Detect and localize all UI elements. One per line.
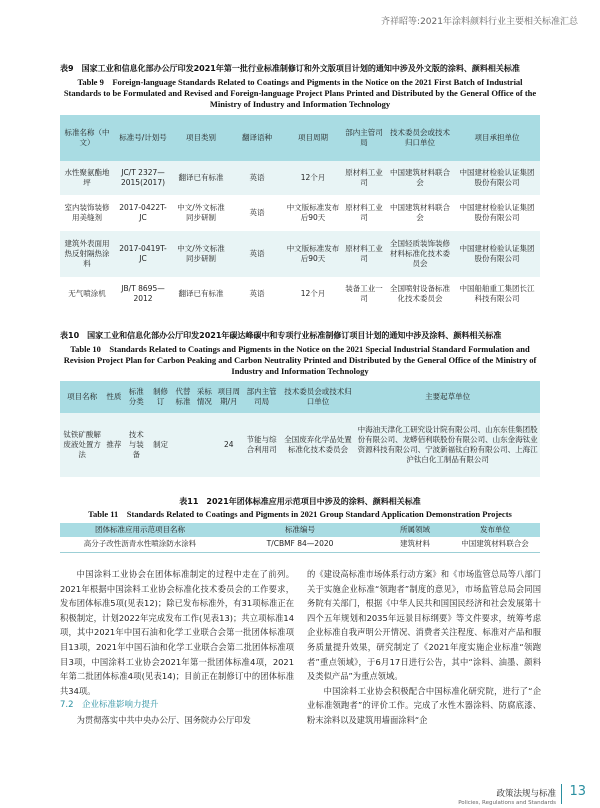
table10-caption-zh: 表10 国家工业和信息化部办公厅印发2021年碳达峰碳中和专项行业标准制修订项目计划的通知中涉及涂料、颜料相关标准 bbox=[60, 331, 502, 340]
table-cell: 中国建材检验认证集团股份有限公司 bbox=[454, 161, 540, 195]
table9-caption-zh: 表9 国家工业和信息化部办公厅印发2021年第一批行业标准制修订和外文版项目计划的通知中涉及外文版的涂料、颜料相关标准 bbox=[60, 64, 520, 73]
body-right-column bbox=[307, 567, 541, 728]
body-paragraph: 为贯彻落实中共中央办公厅、国务院办公厅印发 bbox=[76, 714, 251, 725]
table-cell: 12个月 bbox=[284, 277, 342, 311]
table-cell: 中国建材检验认证集团股份有限公司 bbox=[454, 231, 540, 277]
table-cell: 中国船舶重工集团长江科技有限公司 bbox=[454, 277, 540, 311]
table-cell: 制定 bbox=[149, 413, 172, 477]
body-paragraph: 中国涂料工业协会在团体标准制定的过程中走在了前列。2021年根据中国涂料工业协会标准化技术委员会的工作要求，发布团体标准5项(见表12)；除已发布标准外，有31项标准正在积极制定，计划2022年完成发布工作(见表13)；共立项标准14项，其中2021年中国石油和化学工业联合会第一批团体标准项目13项，2021年中国石油和化学工业联合会第二批团体标准项目3项，中国涂料工业协会2021年第一批团体标准4项，2021年第二批团体标准4项(见表14)；目前正在制修订中的团体标准共34项。 bbox=[60, 569, 294, 696]
table-cell: 建筑外表面用热反射隔热涂料 bbox=[60, 231, 114, 277]
table-cell: 高分子改性沥青水性喷涂防水涂料 bbox=[60, 537, 220, 552]
footer-section-label bbox=[458, 787, 556, 806]
footer-title-en: Policies, Regulations and Standards bbox=[458, 800, 556, 806]
table9-header-cell: 部内主管司局 bbox=[342, 115, 386, 161]
table-cell: JB/T 8695—2012 bbox=[114, 277, 172, 311]
body-paragraph: 的《建设高标准市场体系行动方案》和《市场监管总局等八部门关于实施企业标准“领跑者”制度的意见》，市场监管总局会同国务院有关部门，根据《中华人民共和国国民经济和社会发展第十四个五年规划和2035年远景目标纲要》等文件要求，统筹考虑企业标准自我声明公开情况、消费者关注程度、标准对产品和服务质量提升效果，研究制定了《2021年度实施企业标准“领跑者”重点领域》，于6月17日进行公告，其中“涂料、油墨、颜料及类似产品”为重点领域。 bbox=[307, 569, 541, 682]
table-cell: 技术与装备 bbox=[124, 413, 149, 477]
table-cell: 英语 bbox=[230, 195, 284, 231]
table11 bbox=[60, 523, 540, 553]
table-row bbox=[60, 277, 540, 311]
running-header: 齐祥昭等:2021年涂料颜料行业主要相关标准汇总 bbox=[381, 17, 578, 27]
table10-caption-en: Table 10 Standards Related to Coatings and Pigments in the Notice on the 2021 Special Industrial Standard Formulation and Revision Project Plan for Carbon Peaking and Carbon Neutrality Printed and Distributed by the General Office of the Ministry of Industry and Information Technology bbox=[63, 344, 537, 376]
table9-caption-en: Table 9 Foreign-language Standards Related to Coatings and Pigments in the Notice on the 2021 First Batch of Industrial Standards to be Formulated and Revised and Foreign-language Project Plans Printed and Distributed by the General Office of the Ministry of Industry and Information Technology bbox=[63, 77, 537, 109]
table-row bbox=[60, 537, 540, 552]
table-cell: 英语 bbox=[230, 231, 284, 277]
table10-section bbox=[60, 330, 540, 477]
table10-header-cell: 性质 bbox=[104, 381, 124, 413]
table-cell: 中文/外文标准同步研制 bbox=[172, 195, 230, 231]
table-cell: 英语 bbox=[230, 277, 284, 311]
table11-header-cell: 所属领域 bbox=[380, 523, 450, 537]
table-cell: 中文版标准发布后90天 bbox=[284, 231, 342, 277]
table-cell: 英语 bbox=[230, 161, 284, 195]
table9-header-cell: 标准名称（中文） bbox=[60, 115, 114, 161]
table-cell: 12个月 bbox=[284, 161, 342, 195]
table-cell: T/CBMF 84—2020 bbox=[220, 537, 380, 552]
table9-header-cell: 翻译语种 bbox=[230, 115, 284, 161]
table-cell: 原材料工业司 bbox=[342, 231, 386, 277]
table11-header-cell: 标准编号 bbox=[220, 523, 380, 537]
table-cell: 室内装饰装修用美缝剂 bbox=[60, 195, 114, 231]
table-cell: 全国喷射设备标准化技术委员会 bbox=[386, 277, 454, 311]
section-heading: 7.2 企业标准影响力提升 bbox=[60, 700, 159, 711]
table10-header-cell: 项目周期/月 bbox=[215, 381, 242, 413]
table10-header-cell: 采标情况 bbox=[194, 381, 215, 413]
table11-header-cell: 发布单位 bbox=[450, 523, 540, 537]
table9-header-cell: 项目承担单位 bbox=[454, 115, 540, 161]
table10-header-cell: 主要起草单位 bbox=[355, 381, 540, 413]
table-cell: 全国轻质装饰装修材料标准化技术委员会 bbox=[386, 231, 454, 277]
table9-header-row bbox=[60, 115, 540, 161]
table-cell: 节能与综合利用司 bbox=[242, 413, 280, 477]
table-cell: 中国建筑材料联合会 bbox=[450, 537, 540, 552]
table11-caption-zh: 表11 2021年团体标准应用示范项目中涉及的涂料、颜料相关标准 bbox=[179, 497, 421, 506]
table11-caption-en: Table 11 Standards Related to Coatings and Pigments in 2021 Group Standard Application Demonstration Projects bbox=[88, 509, 512, 519]
table11-section bbox=[60, 496, 540, 553]
table11-header-row bbox=[60, 523, 540, 537]
table-cell: 推荐 bbox=[104, 413, 124, 477]
table10-header-cell: 部内主管司局 bbox=[242, 381, 280, 413]
table10 bbox=[60, 381, 540, 477]
table11-header-cell: 团体标准应用示范项目名称 bbox=[60, 523, 220, 537]
table10-header-cell: 标准分类 bbox=[124, 381, 149, 413]
table10-header-cell: 技术委员会或技术归口单位 bbox=[281, 381, 355, 413]
table9 bbox=[60, 115, 540, 311]
table9-header-cell: 项目周期 bbox=[284, 115, 342, 161]
table-row bbox=[60, 413, 540, 477]
table9-header-cell: 标准号/计划号 bbox=[114, 115, 172, 161]
table-cell: 2017-0422T-JC bbox=[114, 195, 172, 231]
table-cell: 原材料工业司 bbox=[342, 195, 386, 231]
table10-header-row bbox=[60, 381, 540, 413]
table-cell: 2017-0419T-JC bbox=[114, 231, 172, 277]
table-cell: 钛铁矿酸解废液处置方法 bbox=[60, 413, 104, 477]
table-row bbox=[60, 161, 540, 195]
table-cell: 中国建筑材料联合会 bbox=[386, 195, 454, 231]
table-cell: 中国建筑材料联合会 bbox=[386, 161, 454, 195]
table-cell: 水性聚氨酯地坪 bbox=[60, 161, 114, 195]
footer-divider bbox=[561, 784, 562, 804]
table-cell: 无气喷涂机 bbox=[60, 277, 114, 311]
table-row bbox=[60, 231, 540, 277]
body-paragraph: 中国涂料工业协会积极配合中国标准化研究院，进行了“企业标准领跑者”的评价工作。完成了水性木器涂料、防腐底漆、粉末涂料以及建筑用墙面涂料“企 bbox=[307, 685, 541, 725]
table10-header-cell: 项目名称 bbox=[60, 381, 104, 413]
table-cell: 翻译已有标准 bbox=[172, 277, 230, 311]
table-cell: 装备工业一司 bbox=[342, 277, 386, 311]
table9-section bbox=[60, 63, 540, 311]
table9-header-cell: 技术委员会或技术归口单位 bbox=[386, 115, 454, 161]
table-cell: 中海油天津化工研究设计院有限公司、山东东佳集团股份有限公司、龙蟒佰利联股份有限公司、山东金海钛业资源科技有限公司、宁波新福钛白粉有限公司、上海江沪钛白化工制品有限公司 bbox=[355, 413, 540, 477]
table-cell: 建筑材料 bbox=[380, 537, 450, 552]
table10-header-cell: 代替标准 bbox=[172, 381, 193, 413]
table-cell: JC/T 2327—2015(2017) bbox=[114, 161, 172, 195]
table-cell bbox=[194, 413, 215, 477]
table10-header-cell: 制修订 bbox=[149, 381, 172, 413]
footer-title-zh: 政策法规与标准 bbox=[496, 789, 556, 799]
table-cell: 中文版标准发布后90天 bbox=[284, 195, 342, 231]
table9-header-cell: 项目类别 bbox=[172, 115, 230, 161]
table-cell bbox=[172, 413, 193, 477]
table-row bbox=[60, 195, 540, 231]
table-cell: 24 bbox=[215, 413, 242, 477]
table-cell: 中文/外文标准同步研制 bbox=[172, 231, 230, 277]
table-cell: 翻译已有标准 bbox=[172, 161, 230, 195]
table-cell: 全国废弃化学品处置标准化技术委员会 bbox=[281, 413, 355, 477]
table-cell: 中国建材检验认证集团股份有限公司 bbox=[454, 195, 540, 231]
page-number: 13 bbox=[569, 784, 586, 799]
table-cell: 原材料工业司 bbox=[342, 161, 386, 195]
body-left-column bbox=[60, 567, 294, 728]
